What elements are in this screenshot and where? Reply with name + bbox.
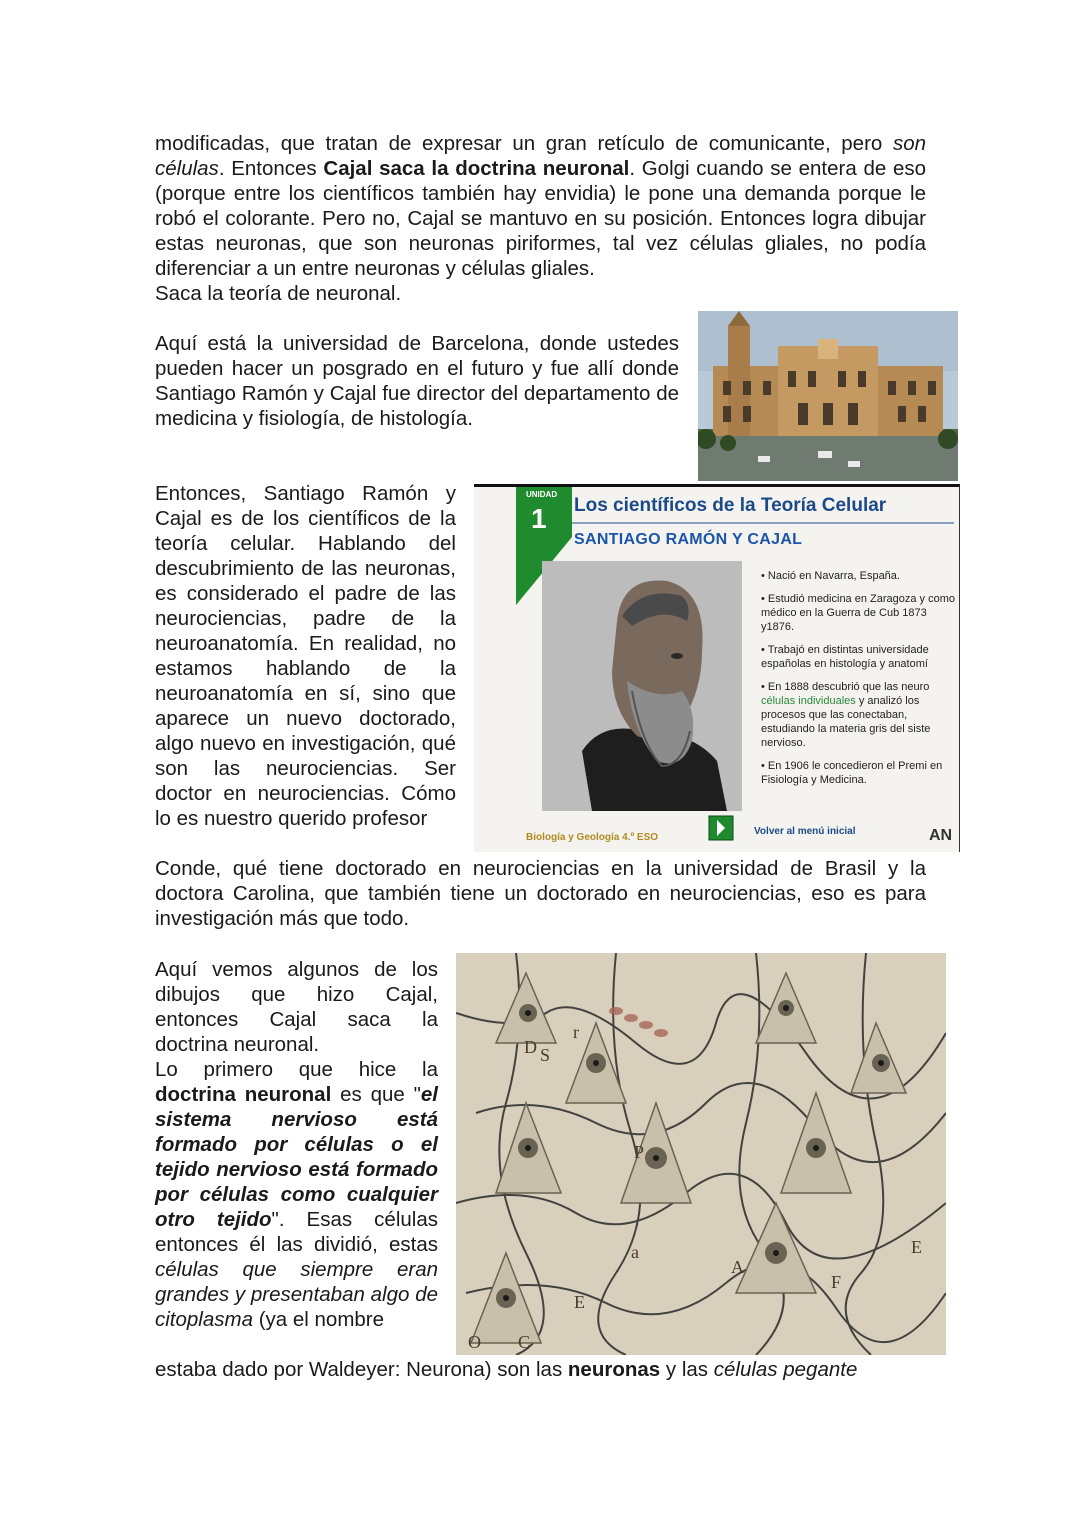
paragraph-neuronas-last	[155, 1357, 926, 1382]
text-run: es que "	[331, 1083, 421, 1106]
text-bold: neuronas	[567, 1358, 661, 1381]
text-italic: células que siempre eran grandes y presentaban algo de citoplasma	[155, 1258, 438, 1331]
slide-subtitle: SANTIAGO RAMÓN Y CAJAL	[574, 531, 803, 548]
text-italic: células pegante	[713, 1358, 858, 1381]
bullet-4: • En 1888 descubrió que las neuro células individuales y analizó los procesos que las conectaban, estudiando la materia gris del siste nervioso.	[761, 681, 931, 749]
slide-bullet-list	[761, 569, 960, 796]
slide-logo: AN	[929, 827, 953, 844]
drawing-label: E	[574, 1292, 585, 1312]
bullet-3: • Trabajó en distintas universidade españolas en histología y anatomí	[761, 644, 929, 670]
slide-santiago-ramon-y-cajal	[474, 484, 960, 852]
drawing-label: A	[731, 1257, 744, 1277]
drawing-label: r	[573, 1022, 579, 1042]
drawing-label: F	[831, 1272, 842, 1292]
university-barcelona-photo	[698, 311, 958, 481]
slide-title: Los científicos de la Teoría Celular	[574, 495, 887, 516]
back-to-menu-link[interactable]: Volver al menú inicial	[754, 826, 856, 837]
drawing-label: C	[518, 1332, 531, 1352]
paragraph-golgi	[155, 131, 926, 306]
paragraph-barcelona: Aquí está la universidad de Barcelona, donde ustedes pueden hacer un posgrado en el futuro y fue allí donde Santiago Ramón y Cajal fue director del departamento de medicina y fisiología, de histología.	[155, 332, 679, 430]
text-run: . Entonces	[218, 157, 324, 180]
bullet-1: • Nació en Navarra, España.	[761, 570, 900, 582]
text-bold-italic: el sistema nervioso está formado por células o el tejido nervioso está formado por células como cualquier otro tejido	[155, 1083, 438, 1231]
paragraph-cajal-neurociencias: Entonces, Santiago Ramón y Cajal es de los científicos de la teoría celular. Hablando del descubrimiento de las neuronas, es considerado el padre de las neurociencias, padre de la neuroanatomía. En realidad, no estamos hablando de la neuroanatomía en sí, sino que aparece un nuevo doctorado, algo nuevo en investigación, qué son las neurociencias. Ser doctor en neurociencias. Cómo lo es nuestro querido profesor	[155, 482, 456, 830]
highlight-green: células individuales	[761, 695, 856, 707]
text-run: modificadas, que tratan de expresar un gran retículo de comunicante, pero	[155, 132, 893, 155]
drawing-label: E	[911, 1237, 922, 1257]
drawing-label: a	[631, 1242, 639, 1262]
slide-unit-number: 1	[531, 503, 547, 534]
text-run: Lo primero que hice la	[155, 1058, 438, 1081]
text-run: estaba dado por Waldeyer: Neurona) son las	[155, 1358, 568, 1381]
text-run: Saca la teoría de neuronal.	[155, 282, 402, 305]
cajal-neuron-drawing	[456, 953, 946, 1355]
slide-unit-label: UNIDAD	[526, 490, 558, 499]
text-bold: doctrina neuronal	[155, 1083, 332, 1106]
text-run: Aquí vemos algunos de los dibujos que hizo Cajal, entonces Cajal saca la doctrina neuronal.	[155, 958, 438, 1056]
drawing-label: P	[634, 1142, 645, 1162]
slide-footer-course: Biología y Geología 4.º ESO	[526, 832, 659, 843]
bullet-5: • En 1906 le concedieron el Premi en Fisiología y Medicina.	[761, 760, 943, 786]
text-run: . Golgi cuando se entera de eso (porque entre los científicos también hay envidia) le pone una demanda porque le robó el colorante. Pero no, Cajal se mantuvo en su posición. Entonces logra dibujar estas neuronas, que son neuronas piriformes, tal vez células gliales, no podía diferenciar a un entre neuronas y células gliales.	[155, 157, 926, 280]
bullet-2: • Estudió medicina en Zaragoza y como médico en la Guerra de Cub 1873 y1876.	[761, 593, 956, 633]
drawing-label: S	[540, 1045, 551, 1065]
text-run: ". Esas células entonces él las dividió, estas	[155, 1208, 438, 1256]
text-bold: Cajal saca la doctrina neuronal	[323, 157, 630, 180]
text-italic: son células	[155, 132, 926, 180]
text-run: (ya el nombre	[253, 1308, 385, 1331]
paragraph-cajal-cont: Conde, qué tiene doctorado en neurociencias en la universidad de Brasil y la doctora Carolina, que también tiene un doctorado en neurociencias, eso es para investigación más que todo.	[155, 857, 926, 930]
text-run: y las	[660, 1358, 714, 1381]
drawing-label: O	[468, 1332, 481, 1352]
drawing-label: D	[524, 1037, 537, 1057]
cajal-portrait	[542, 561, 742, 811]
paragraph-dibujos-cajal	[155, 957, 438, 1332]
